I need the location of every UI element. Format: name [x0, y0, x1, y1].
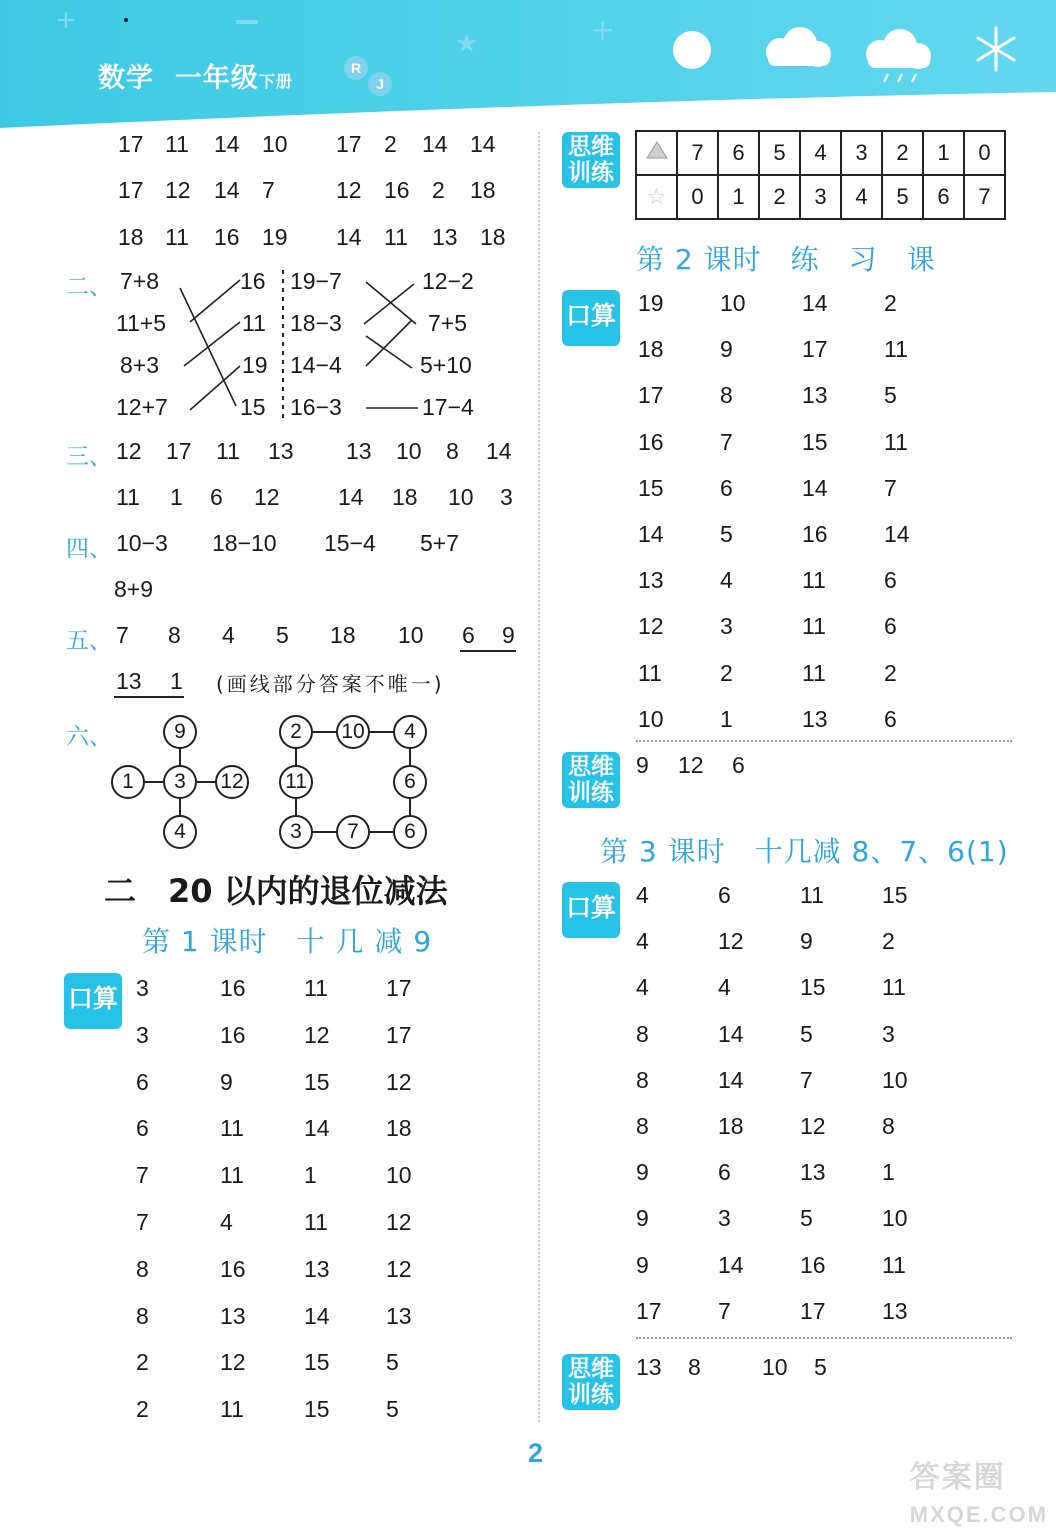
edition-badge-r: R — [344, 56, 368, 80]
number-circle: 4 — [393, 715, 427, 749]
table-cell: 1 — [718, 175, 759, 219]
underline — [114, 696, 184, 698]
answer-cell: 8 — [136, 1255, 149, 1282]
answer-cell: 10 — [262, 131, 288, 157]
svg-text:★: ★ — [455, 29, 479, 59]
answer-cell: 11 — [638, 659, 662, 686]
answer-cell: 3 — [720, 613, 733, 640]
answer-cell: 3 — [718, 1205, 731, 1232]
answer-cell: 12 — [800, 1113, 826, 1139]
table-row — [636, 175, 1005, 219]
expression: 7+8 — [120, 268, 160, 294]
answer-cell: 10 — [882, 1066, 908, 1093]
mental-math-badge: 口算 — [64, 973, 122, 1029]
answer-cell: 8 — [688, 1354, 701, 1380]
answer-cell: 11 — [884, 336, 908, 363]
number-circle: 3 — [279, 815, 313, 849]
answer-cell: 2 — [136, 1349, 149, 1376]
answer-cell: 10 — [386, 1162, 412, 1189]
answer-cell: 14 — [336, 224, 362, 250]
answer-cell: 1 — [304, 1162, 317, 1189]
mental-math-badge: 口算 — [562, 882, 620, 938]
header-title: 数学 一年级下册 — [98, 63, 293, 94]
answer-cell: 5 — [800, 1020, 813, 1047]
match-line — [190, 366, 240, 410]
table-cell: 7 — [964, 175, 1005, 219]
symbol-answer-table — [635, 130, 1006, 220]
answer-cell: 14 — [638, 521, 664, 547]
answer-cell: 13 — [386, 1302, 412, 1329]
table-cell: 7 — [677, 131, 718, 175]
table-cell: 6 — [718, 131, 759, 175]
thinking-training-badge: 思维 训练 — [562, 1354, 620, 1410]
answer-cell: 10 — [762, 1354, 788, 1380]
triangle-icon — [636, 131, 677, 175]
match-line — [366, 320, 412, 366]
answer-cell: 8 — [446, 438, 459, 464]
answer-cell: 17 — [638, 382, 664, 409]
svg-text:+: + — [55, 5, 77, 35]
number-circle: 3 — [163, 765, 197, 799]
answer-cell: 16 — [800, 1251, 826, 1278]
answer-cell: 7 — [800, 1066, 813, 1093]
answer-cell: 13 — [802, 705, 828, 732]
expression: 18−10 — [212, 530, 277, 556]
answer-cell: 9 — [502, 622, 515, 648]
section-label: 三、 — [66, 444, 112, 470]
answer-cell: 2 — [882, 928, 895, 955]
answer-cell: 6 — [732, 752, 745, 778]
section-label: 六、 — [66, 724, 112, 750]
answer-cell: 4 — [636, 974, 649, 1001]
answer-cell: 1 — [170, 484, 183, 510]
answer-cell: 12 — [165, 177, 191, 203]
table-cell: 6 — [923, 175, 964, 219]
answer-cell: 13 — [882, 1297, 908, 1324]
answer-cell: 15 — [304, 1396, 330, 1423]
answer-cell: 8 — [636, 1020, 649, 1047]
match-line — [366, 336, 412, 368]
answer-cell: 6 — [210, 484, 223, 510]
answer-cell: 13 — [638, 567, 664, 594]
answer-cell: 6 — [462, 622, 475, 648]
table-cell: 5 — [759, 131, 800, 175]
unit-title: 二 20 以内的退位减法 — [104, 872, 448, 910]
answer-cell: 16 — [220, 1021, 246, 1048]
answer-cell: 17 — [118, 177, 144, 203]
answer-cell: 11 — [220, 1162, 244, 1189]
answer-cell: 16 — [220, 975, 246, 1001]
section-label: 四、 — [66, 536, 112, 562]
answer-cell: 6 — [884, 567, 897, 594]
table-cell: 0 — [677, 175, 718, 219]
answer-cell: 11 — [220, 1396, 244, 1423]
answer-cell: 4 — [222, 622, 235, 648]
answer-cell: 16 — [802, 521, 828, 547]
match-line — [364, 284, 414, 324]
answer-cell: 1 — [720, 705, 733, 732]
number-circle: 11 — [279, 765, 313, 799]
number-circle: 12 — [215, 765, 249, 799]
answer-cell: 17 — [802, 336, 828, 363]
answer-cell: 6 — [718, 1159, 731, 1186]
table-cell: 5 — [882, 175, 923, 219]
answer-cell: 8 — [636, 1113, 649, 1139]
answer-cell: 5 — [276, 622, 289, 648]
answer-cell: 6 — [718, 882, 731, 908]
answer-cell: 11 — [802, 659, 826, 686]
answer-cell: 3 — [500, 484, 513, 510]
answer-cell: 19 — [638, 290, 664, 316]
thinking-training-badge: 思维 训练 — [562, 132, 620, 188]
expression: 5+7 — [420, 530, 460, 556]
answer-cell: 9 — [636, 1205, 649, 1232]
answer-cell: 15 — [304, 1068, 330, 1095]
expression: 16−3 — [290, 394, 342, 420]
answer-cell: 15 — [802, 428, 828, 455]
answer-cell: 14 — [304, 1115, 330, 1142]
expression: 8+3 — [120, 352, 160, 378]
page-number: 2 — [528, 1438, 544, 1468]
answer-cell: 8 — [636, 1066, 649, 1093]
number-circle: 6 — [393, 815, 427, 849]
answer-cell: 6 — [136, 1115, 149, 1142]
answer-cell: 8 — [136, 1302, 149, 1329]
answer-cell: 6 — [884, 705, 897, 732]
answer-cell: 11 — [116, 484, 140, 510]
expression: 18−3 — [290, 310, 342, 336]
answer-cell: 11 — [802, 613, 826, 640]
answer-cell: 8 — [168, 622, 181, 648]
expression: 12+7 — [116, 394, 168, 420]
answer-cell: 17 — [118, 131, 144, 157]
answer-cell: 5 — [386, 1396, 399, 1423]
answer-cell: 12 — [386, 1209, 412, 1235]
answer-cell: 12 — [718, 928, 744, 955]
answer-cell: 12 — [116, 438, 142, 464]
answer-cell: 12 — [638, 613, 664, 640]
answer-cell: 14 — [214, 177, 240, 203]
answer-cell: 11 — [220, 1115, 244, 1142]
sun-icon — [673, 31, 711, 69]
answer-cell: 7 — [720, 428, 733, 455]
answer-cell: 13 — [116, 668, 142, 694]
answer-cell: 13 — [220, 1302, 246, 1329]
answer-cell: 17 — [800, 1297, 826, 1324]
answer-cell: 2 — [720, 659, 733, 686]
answer-cell: 2 — [384, 131, 397, 157]
match-value: 15 — [240, 394, 266, 420]
watermark-logo: 答案圈 MXQE.COM — [909, 1461, 1048, 1527]
table-cell: 4 — [841, 175, 882, 219]
answer-cell: 2 — [884, 290, 897, 316]
answer-cell: 18 — [330, 622, 356, 648]
answer-cell: 13 — [432, 224, 458, 250]
answer-cell: 6 — [136, 1068, 149, 1095]
match-line — [184, 322, 240, 366]
match-value: 11 — [242, 310, 266, 336]
match-value: 16 — [240, 268, 266, 294]
svg-text:+: + — [590, 13, 616, 48]
number-circle: 6 — [393, 765, 427, 799]
answer-cell: 5 — [814, 1354, 827, 1380]
answer-cell: 12 — [304, 1021, 330, 1048]
answer-cell: 15 — [882, 882, 908, 908]
table-row — [636, 131, 1005, 175]
section-label: 二、 — [66, 274, 112, 300]
match-value: 12−2 — [422, 268, 474, 294]
answer-cell: 11 — [802, 567, 826, 594]
number-circle: 7 — [336, 815, 370, 849]
section-label: 五、 — [66, 628, 112, 654]
answer-cell: 13 — [268, 438, 294, 464]
answer-cell: 18 — [718, 1113, 744, 1139]
answer-cell: 17 — [386, 975, 412, 1001]
mental-math-badge: 口算 — [562, 290, 620, 346]
answer-cell: 4 — [636, 928, 649, 955]
match-value: 17−4 — [422, 394, 474, 420]
answer-cell: 3 — [136, 1021, 149, 1048]
match-line — [190, 280, 240, 322]
matching-lines — [0, 0, 540, 430]
table-cell: 2 — [882, 131, 923, 175]
table-cell: 4 — [800, 131, 841, 175]
answer-cell: 12 — [386, 1068, 412, 1095]
answer-cell: 13 — [800, 1159, 826, 1186]
answer-cell: 13 — [802, 382, 828, 409]
answer-cell: 13 — [346, 438, 372, 464]
answer-cell: 12 — [678, 752, 704, 778]
answer-cell: 14 — [802, 474, 828, 501]
answer-cell: 17 — [166, 438, 192, 464]
answer-cell: 6 — [884, 613, 897, 640]
answer-cell: 12 — [220, 1349, 246, 1376]
answer-cell: 16 — [220, 1255, 246, 1282]
table-cell: 3 — [800, 175, 841, 219]
number-circle: 4 — [163, 815, 197, 849]
answer-cell: 9 — [720, 336, 733, 363]
answer-cell: 11 — [384, 224, 408, 250]
dotted-divider — [636, 740, 1012, 742]
answer-cell: 19 — [262, 224, 288, 250]
answer-cell: 14 — [718, 1020, 744, 1047]
answer-cell: 18 — [118, 224, 144, 250]
answer-cell: 5 — [800, 1205, 813, 1232]
answer-cell: 6 — [720, 474, 733, 501]
answer-cell: 11 — [165, 131, 189, 157]
answer-cell: 16 — [384, 177, 410, 203]
star-icon: ☆ — [636, 175, 677, 219]
note-text: (画线部分答案不唯一) — [216, 672, 445, 696]
answer-cell: 11 — [304, 975, 328, 1001]
answer-cell: 15 — [304, 1349, 330, 1376]
answer-cell: 5 — [386, 1349, 399, 1376]
answer-cell: 4 — [636, 882, 649, 908]
answer-cell: 11 — [216, 438, 240, 464]
answer-cell: 13 — [304, 1255, 330, 1282]
answer-cell: 14 — [486, 438, 512, 464]
answer-cell: 2 — [884, 659, 897, 686]
expression: 14−4 — [290, 352, 342, 378]
answer-cell: 10 — [448, 484, 474, 510]
answer-cell: 11 — [882, 974, 906, 1001]
table-cell: 1 — [923, 131, 964, 175]
lesson-title: 第 3 课时 十几减 8、7、6(1) — [600, 835, 1009, 868]
answer-cell: 13 — [636, 1354, 662, 1380]
answer-cell: 11 — [165, 224, 189, 250]
table-cell: 0 — [964, 131, 1005, 175]
number-circle: 1 — [111, 765, 145, 799]
answer-cell: 7 — [136, 1162, 149, 1189]
answer-cell: 10 — [720, 290, 746, 316]
expression: 15−4 — [324, 530, 376, 556]
answer-cell: 17 — [336, 131, 362, 157]
expression: 19−7 — [290, 268, 342, 294]
answer-cell: 7 — [136, 1209, 149, 1235]
answer-cell: 18 — [638, 336, 664, 363]
answer-cell: 14 — [338, 484, 364, 510]
answer-cell: 2 — [432, 177, 445, 203]
match-value: 5+10 — [420, 352, 472, 378]
expression: 10−3 — [116, 530, 168, 556]
answer-cell: 4 — [220, 1209, 233, 1235]
answer-cell: 10 — [398, 622, 424, 648]
answer-cell: 1 — [170, 668, 183, 694]
answer-cell: 7 — [262, 177, 275, 203]
answer-cell: 11 — [304, 1209, 328, 1235]
number-circle: 2 — [279, 715, 313, 749]
answer-cell: 7 — [884, 474, 897, 501]
lesson-title: 第 2 课时 练 习 课 — [636, 243, 936, 276]
answer-cell: 12 — [336, 177, 362, 203]
answer-cell: 12 — [386, 1255, 412, 1282]
answer-cell: 18 — [480, 224, 506, 250]
answer-cell: 2 — [136, 1396, 149, 1423]
answer-cell: 18 — [392, 484, 418, 510]
answer-cell: 9 — [800, 928, 813, 955]
answer-cell: 14 — [802, 290, 828, 316]
answer-cell: 10 — [396, 438, 422, 464]
answer-cell: 15 — [638, 474, 664, 501]
answer-cell: 10 — [882, 1205, 908, 1232]
answer-cell: 14 — [304, 1302, 330, 1329]
circle-connectors — [0, 700, 540, 860]
answer-cell: 11 — [882, 1251, 906, 1278]
answer-cell: 16 — [214, 224, 240, 250]
answer-cell: 3 — [136, 975, 149, 1001]
answer-cell: 14 — [884, 521, 910, 547]
answer-cell: 14 — [422, 131, 448, 157]
answer-cell: 17 — [636, 1297, 662, 1324]
answer-cell: 18 — [386, 1115, 412, 1142]
expression: 8+9 — [114, 576, 154, 602]
answer-cell: 1 — [882, 1159, 895, 1186]
answer-cell: 4 — [720, 567, 733, 594]
answer-cell: 9 — [636, 752, 649, 778]
thinking-training-badge: 思维 训练 — [562, 752, 620, 808]
answer-cell: 18 — [470, 177, 496, 203]
number-circle: 10 — [336, 715, 370, 749]
answer-cell: 9 — [636, 1159, 649, 1186]
answer-cell: 14 — [718, 1066, 744, 1093]
underline — [460, 650, 516, 652]
answer-cell: 9 — [220, 1068, 233, 1095]
answer-cell: 14 — [214, 131, 240, 157]
match-value: 7+5 — [428, 310, 468, 336]
number-circle: 9 — [163, 715, 197, 749]
match-value: 19 — [242, 352, 268, 378]
answer-cell: 17 — [386, 1021, 412, 1048]
answer-cell: 12 — [254, 484, 280, 510]
table-cell: 3 — [841, 131, 882, 175]
answer-cell: 14 — [718, 1251, 744, 1278]
edition-badge-j: J — [368, 72, 392, 96]
answer-cell: 16 — [638, 428, 664, 455]
answer-cell: 4 — [718, 974, 731, 1001]
answer-cell: 10 — [638, 705, 664, 732]
answer-cell: 15 — [800, 974, 826, 1001]
answer-cell: 11 — [800, 882, 824, 908]
answer-cell: 8 — [720, 382, 733, 409]
answer-cell: 3 — [882, 1020, 895, 1047]
lesson-title: 第 1 课时 十 几 减 9 — [142, 925, 433, 958]
answer-cell: 9 — [636, 1251, 649, 1278]
answer-cell: 7 — [718, 1297, 731, 1324]
dotted-divider — [636, 1337, 1012, 1339]
answer-cell: 11 — [884, 428, 908, 455]
answer-cell: 8 — [882, 1113, 895, 1139]
answer-cell: 7 — [116, 622, 129, 648]
expression: 11+5 — [116, 310, 167, 336]
answer-cell: 14 — [470, 131, 496, 157]
answer-cell: 5 — [884, 382, 897, 409]
table-cell: 2 — [759, 175, 800, 219]
answer-cell: 5 — [720, 521, 733, 547]
